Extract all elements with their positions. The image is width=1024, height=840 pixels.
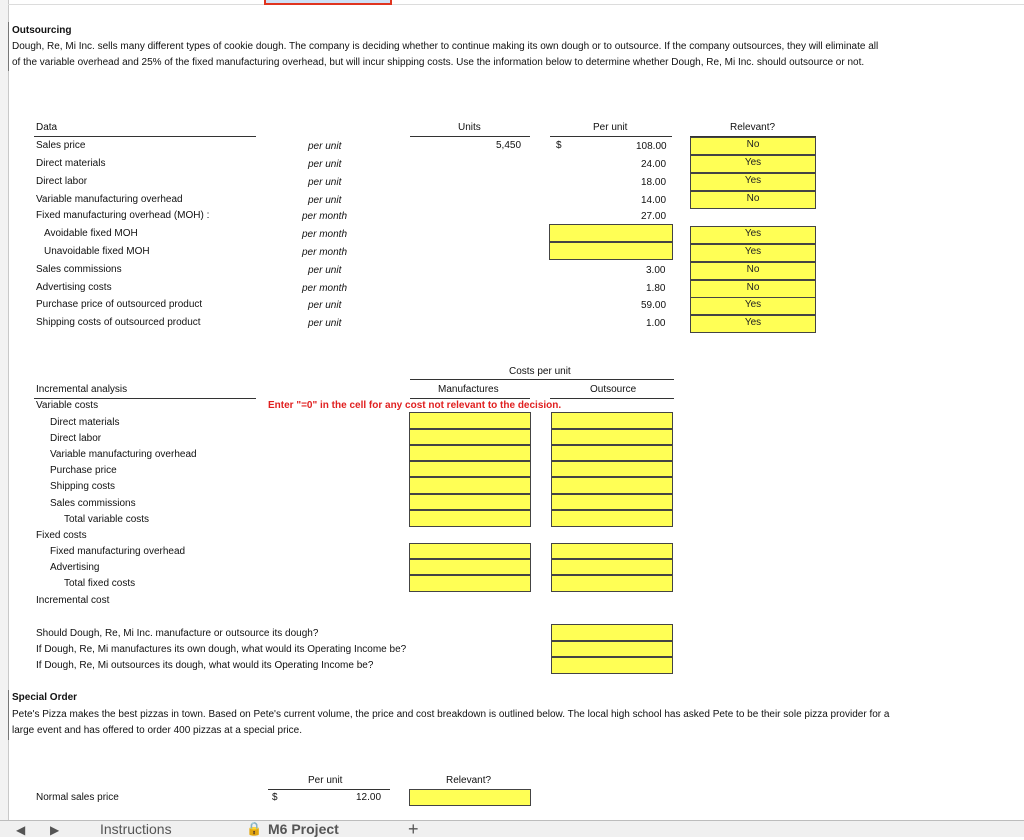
top-gridline bbox=[8, 4, 1024, 5]
row-basis: per unit bbox=[308, 177, 342, 188]
normal-sales-price-label: Normal sales price bbox=[36, 792, 119, 803]
incremental-title: Incremental analysis bbox=[36, 384, 128, 395]
avoidable-moh-input[interactable] bbox=[549, 224, 673, 242]
row-basis: per unit bbox=[308, 195, 342, 206]
outsourcing-title: Outsourcing bbox=[12, 25, 72, 36]
relevant-cell[interactable]: Yes bbox=[690, 226, 816, 244]
fixed-item: Fixed manufacturing overhead bbox=[50, 546, 186, 557]
special-desc-line2: large event and has offered to order 400 pizzas at a special price. bbox=[12, 725, 302, 736]
fixed-costs-label: Fixed costs bbox=[36, 530, 87, 541]
special-order-title: Special Order bbox=[12, 692, 78, 703]
outsource-input[interactable] bbox=[551, 543, 673, 559]
outsource-input[interactable] bbox=[551, 445, 673, 461]
relevant-cell[interactable]: No bbox=[690, 137, 816, 155]
outsource-input[interactable] bbox=[551, 429, 673, 445]
per-unit-header: Per unit bbox=[593, 122, 628, 133]
outsource-input[interactable] bbox=[551, 477, 673, 494]
answer-input[interactable] bbox=[551, 624, 673, 641]
outsource-input[interactable] bbox=[551, 559, 673, 575]
units-header-underline bbox=[410, 136, 530, 137]
units-value[interactable]: 5,450 bbox=[496, 140, 522, 151]
row-basis: per unit bbox=[308, 318, 342, 329]
row-value[interactable]: 3.00 bbox=[646, 265, 666, 276]
row-label: Direct materials bbox=[36, 158, 106, 169]
data-header: Data bbox=[36, 122, 58, 133]
relevant-cell[interactable]: Yes bbox=[690, 297, 816, 315]
variable-costs-label: Variable costs bbox=[36, 400, 99, 411]
row-basis: per month bbox=[302, 283, 348, 294]
manufactures-input[interactable] bbox=[409, 494, 531, 510]
answer-input[interactable] bbox=[551, 641, 673, 657]
special-desc-line1: Pete's Pizza makes the best pizzas in town. Based on Pete's current volume, the price and cost breakdown is outlined below. The local high school has asked Pete to be their sole pizza provider for a bbox=[12, 709, 890, 720]
lock-icon: 🔒 bbox=[246, 821, 263, 836]
row-basis: per unit bbox=[308, 159, 342, 170]
row-basis: per unit bbox=[308, 300, 342, 311]
row-value[interactable]: 27.00 bbox=[641, 211, 667, 222]
row-label: Fixed manufacturing overhead (MOH) : bbox=[36, 210, 210, 221]
incremental-cost-label: Incremental cost bbox=[36, 595, 110, 606]
relevant-cell[interactable]: Yes bbox=[690, 315, 816, 333]
variable-item: Direct labor bbox=[50, 433, 102, 444]
tab-instructions[interactable]: Instructions bbox=[100, 821, 172, 837]
manufactures-input[interactable] bbox=[409, 429, 531, 445]
row-value[interactable]: 14.00 bbox=[641, 195, 667, 206]
row-basis: per unit bbox=[308, 265, 342, 276]
variable-item: Purchase price bbox=[50, 465, 117, 476]
row-value[interactable]: 1.80 bbox=[646, 283, 666, 294]
per-unit-header-underline bbox=[550, 136, 672, 137]
row-value[interactable]: 108.00 bbox=[636, 141, 667, 152]
selected-cell-indicator bbox=[264, 0, 392, 5]
row-value[interactable]: 24.00 bbox=[641, 159, 667, 170]
relevant-header: Relevant? bbox=[730, 122, 776, 133]
manufactures-input[interactable] bbox=[409, 543, 531, 559]
row-label: Direct labor bbox=[36, 176, 88, 187]
manufactures-input[interactable] bbox=[409, 477, 531, 494]
row-value[interactable]: 1.00 bbox=[646, 318, 666, 329]
row-label: Sales price bbox=[36, 140, 86, 151]
variable-item: Variable manufacturing overhead bbox=[50, 449, 197, 460]
outsourcing-box-border bbox=[8, 22, 9, 71]
relevant-cell[interactable]: No bbox=[690, 280, 816, 298]
special-relevant-input[interactable] bbox=[409, 789, 531, 806]
outsource-input[interactable] bbox=[551, 412, 673, 429]
outsource-input[interactable] bbox=[551, 494, 673, 510]
relevant-cell[interactable]: Yes bbox=[690, 155, 816, 173]
outsource-input[interactable] bbox=[551, 575, 673, 592]
unavoidable-moh-input[interactable] bbox=[549, 242, 673, 260]
row-basis: per unit bbox=[308, 141, 342, 152]
row-basis: per month bbox=[302, 247, 348, 258]
row-value[interactable]: 18.00 bbox=[641, 177, 667, 188]
row-label: Unavoidable fixed MOH bbox=[44, 246, 150, 257]
sheet-tab-bar bbox=[0, 820, 1024, 837]
row-label: Purchase price of outsourced product bbox=[36, 299, 203, 310]
row-label: Variable manufacturing overhead bbox=[36, 194, 183, 205]
special-per-unit-header: Per unit bbox=[308, 775, 343, 786]
outsource-input[interactable] bbox=[551, 510, 673, 527]
fixed-item: Advertising bbox=[50, 562, 100, 573]
row-basis: per month bbox=[302, 211, 348, 222]
row-label: Sales commissions bbox=[36, 264, 122, 275]
instruction-note: Enter "=0" in the cell for any cost not relevant to the decision. bbox=[268, 400, 562, 411]
question: If Dough, Re, Mi manufactures its own dough, what would its Operating Income be? bbox=[36, 644, 407, 655]
scroll-right-icon[interactable]: ▶ bbox=[50, 823, 60, 837]
row-basis: per month bbox=[302, 229, 348, 240]
row-value[interactable]: 59.00 bbox=[641, 300, 667, 311]
manufactures-input[interactable] bbox=[409, 575, 531, 592]
units-header: Units bbox=[458, 122, 481, 133]
outsource-underline bbox=[550, 398, 674, 399]
incremental-title-underline bbox=[34, 398, 256, 399]
outsource-input[interactable] bbox=[551, 461, 673, 477]
variable-item: Shipping costs bbox=[50, 481, 116, 492]
data-header-underline bbox=[34, 136, 256, 137]
normal-sales-price-value[interactable]: 12.00 bbox=[356, 792, 382, 803]
relevant-cell[interactable]: Yes bbox=[690, 244, 816, 262]
tab-m6-project[interactable]: M6 Project bbox=[268, 821, 339, 837]
outsourcing-desc-line1: Dough, Re, Mi Inc. sells many different types of cookie dough. The company is deciding whether to continue making its own dough or to outsource. If the company outsources, they will eliminate all bbox=[12, 41, 879, 52]
manufactures-input[interactable] bbox=[409, 412, 531, 429]
variable-item: Sales commissions bbox=[50, 498, 136, 509]
manufactures-header: Manufactures bbox=[438, 384, 499, 395]
row-label: Avoidable fixed MOH bbox=[44, 228, 138, 239]
manufactures-input[interactable] bbox=[409, 510, 531, 527]
manufactures-input[interactable] bbox=[409, 461, 531, 477]
special-dollar-sign: $ bbox=[272, 792, 278, 803]
question: If Dough, Re, Mi outsources its dough, what would its Operating Income be? bbox=[36, 660, 374, 671]
manufactures-input[interactable] bbox=[409, 445, 531, 461]
dollar-sign: $ bbox=[556, 140, 562, 151]
special-relevant-header: Relevant? bbox=[446, 775, 492, 786]
question: Should Dough, Re, Mi Inc. manufacture or outsource its dough? bbox=[36, 628, 319, 639]
manufactures-underline bbox=[410, 398, 530, 399]
outsourcing-desc-line2: of the variable overhead and 25% of the fixed manufacturing overhead, but will incur shipping costs. Use the information below to determine whether Dough, Re, Mi Inc. should outsource or not. bbox=[12, 57, 865, 68]
row-label: Shipping costs of outsourced product bbox=[36, 317, 201, 328]
special-box-border bbox=[8, 690, 9, 740]
manufactures-input[interactable] bbox=[409, 559, 531, 575]
relevant-cell[interactable]: No bbox=[690, 262, 816, 280]
answer-input[interactable] bbox=[551, 657, 673, 674]
scroll-left-icon[interactable]: ◀ bbox=[16, 823, 26, 837]
total-variable-label: Total variable costs bbox=[64, 514, 150, 525]
variable-item: Direct materials bbox=[50, 417, 120, 428]
total-fixed-label: Total fixed costs bbox=[64, 578, 136, 589]
relevant-cell[interactable]: No bbox=[690, 191, 816, 209]
outsource-header: Outsource bbox=[590, 384, 637, 395]
add-sheet-icon[interactable]: + bbox=[408, 819, 419, 839]
costs-per-unit-underline bbox=[410, 379, 674, 380]
costs-per-unit-header: Costs per unit bbox=[509, 366, 571, 377]
special-per-unit-underline bbox=[268, 789, 390, 790]
row-label: Advertising costs bbox=[36, 282, 112, 293]
relevant-cell[interactable]: Yes bbox=[690, 173, 816, 191]
